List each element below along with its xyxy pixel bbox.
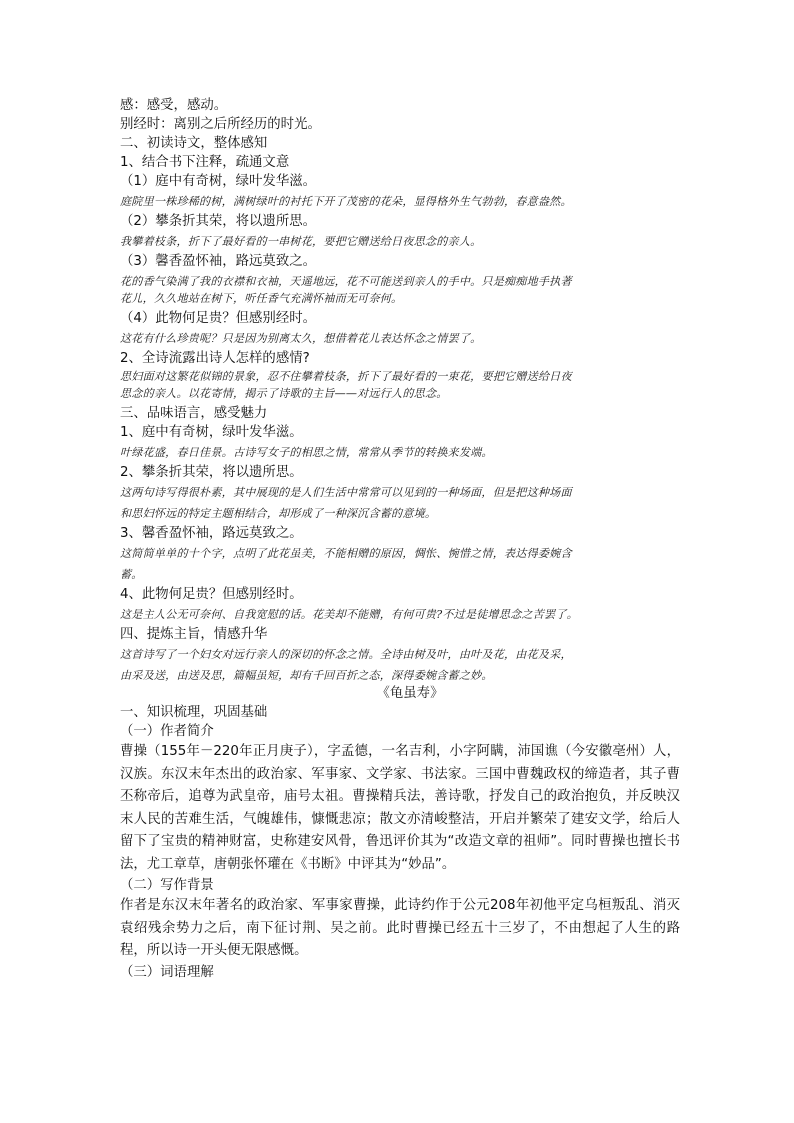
- author-bio-paragraph: 曹操（155年－220年正月庚子），字孟德，一名吉利，小字阿瞒，沛国谯（今安徽亳州）人，汉族。东汉末年杰出的政治家、军事家、文学家、书法家。三国中曹魏政权的缔造者，其子曹丕称帝后，追尊为武皇帝，庙号太祖。曹操精兵法，善诗歌，抒发自己的政治抱负，并反映汉末人民的苦难生活，气魄雄伟，慷慨悲凉；散文亦清峻整洁，开启并繁荣了建安文学，给后人留下了宝贵的精神财富，史称建安风骨，鲁迅评价其为“改造文章的祖师”。同时曹操也擅长书法，尤工章草，唐朝张怀瓘在《书断》中评其为“妙品”。: [120, 744, 680, 872]
- knowledge-heading: 一、知识梳理，巩固基础: [120, 705, 268, 720]
- vocabulary-heading: （三）词语理解: [120, 964, 214, 980]
- author-intro-heading: （一）作者简介: [120, 724, 214, 739]
- language-point-4: 4、此物何足贵？但感别经时。: [120, 587, 303, 602]
- translation-3a: 花的香气染满了我的衣襟和衣袖，天遥地远，花不可能送到亲人的手中。只是痴痴地手执著: [120, 275, 572, 288]
- language-comment-3b: 蓄。: [120, 568, 143, 581]
- language-point-3: 3、馨香盈怀袖，路远莫致之。: [120, 526, 303, 541]
- poem-title: 《龟虽寿》: [376, 686, 444, 701]
- language-comment-2b: 和思妇怀远的特定主题相结合，却形成了一种深沉含蓄的意境。: [120, 507, 437, 520]
- gloss-bie-jing-shi: 别经时：离别之后所经历的时光。: [120, 117, 321, 132]
- section-heading-3: 三、品味语言，感受魅力: [120, 406, 268, 421]
- language-comment-4: 这是主人公无可奈何、自我宽慰的话。花美却不能赠，有何可贵?不过是徒增思念之苦罢了。: [120, 608, 578, 621]
- emotion-answer-a: 思妇面对这繁花似锦的景象，忍不住攀着枝条，折下了最好看的一束花，要把它赠送给日夜: [120, 370, 572, 383]
- gloss-gan: 感：感受，感动。: [120, 98, 228, 113]
- background-heading: （二）写作背景: [120, 878, 214, 893]
- translation-1: 庭院里一株珍稀的树，满树绿叶的衬托下开了茂密的花朵，显得格外生气勃勃，春意盎然。: [120, 195, 572, 208]
- section-heading-2: 二、初读诗文，整体感知: [120, 136, 268, 151]
- translation-4: 这花有什么珍贵呢？只是因为别离太久，想借着花儿表达怀念之情罢了。: [120, 332, 482, 345]
- verse-line-3: （3）馨香盈怀袖，路远莫致之。: [120, 254, 316, 269]
- language-point-1: 1、庭中有奇树，绿叶发华滋。: [120, 425, 303, 440]
- document-page: [120, 96, 680, 982]
- verse-line-1: （1）庭中有奇树，绿叶发华滋。: [120, 174, 316, 189]
- translation-3b: 花儿，久久地站在树下，听任香气充满怀袖而无可奈何。: [120, 292, 403, 305]
- background-paragraph: 作者是东汉末年著名的政治家、军事家曹操，此诗约作于公元208年初他平定乌桓叛乱、消灭袁绍残余势力之后，南下征讨荆、吴之前。此时曹操已经五十三岁了，不由想起了人生的路程，所以诗一开头便无限感慨。: [120, 898, 680, 958]
- theme-summary-a: 这首诗写了一个妇女对远行亲人的深切的怀念之情。全诗由树及叶，由叶及花，由花及采，: [120, 648, 572, 661]
- verse-line-2: （2）攀条折其荣，将以遗所思。: [120, 214, 316, 229]
- subheading-2-1: 1、结合书下注释，疏通文意: [120, 155, 290, 170]
- language-comment-1: 叶绿花盛，春日佳景。古诗写女子的相思之情，常常从季节的转换来发端。: [120, 446, 493, 459]
- subheading-2-2: 2、全诗流露出诗人怎样的感情?: [120, 351, 310, 366]
- language-comment-3a: 这简简单单的十个字，点明了此花虽美，不能相赠的原因，惆怅、惋惜之情，表达得委婉含: [120, 547, 572, 560]
- translation-2: 我攀着枝条，折下了最好看的一串树花，要把它赠送给日夜思念的亲人。: [120, 235, 482, 248]
- theme-summary-b: 由采及送，由送及思，篇幅虽短，却有千回百折之态，深得委婉含蓄之妙。: [120, 669, 493, 682]
- language-point-2: 2、攀条折其荣，将以遗所思。: [120, 465, 303, 480]
- verse-line-4: （4）此物何足贵？但感别经时。: [120, 311, 316, 326]
- emotion-answer-b: 思念的亲人。以花寄情，揭示了诗歌的主旨——对远行人的思念。: [120, 387, 448, 400]
- section-heading-4: 四、提炼主旨，情感升华: [120, 627, 268, 642]
- language-comment-2a: 这两句诗写得很朴素，其中展现的是人们生活中常常可以见到的一种场面，但是把这种场面: [120, 486, 572, 499]
